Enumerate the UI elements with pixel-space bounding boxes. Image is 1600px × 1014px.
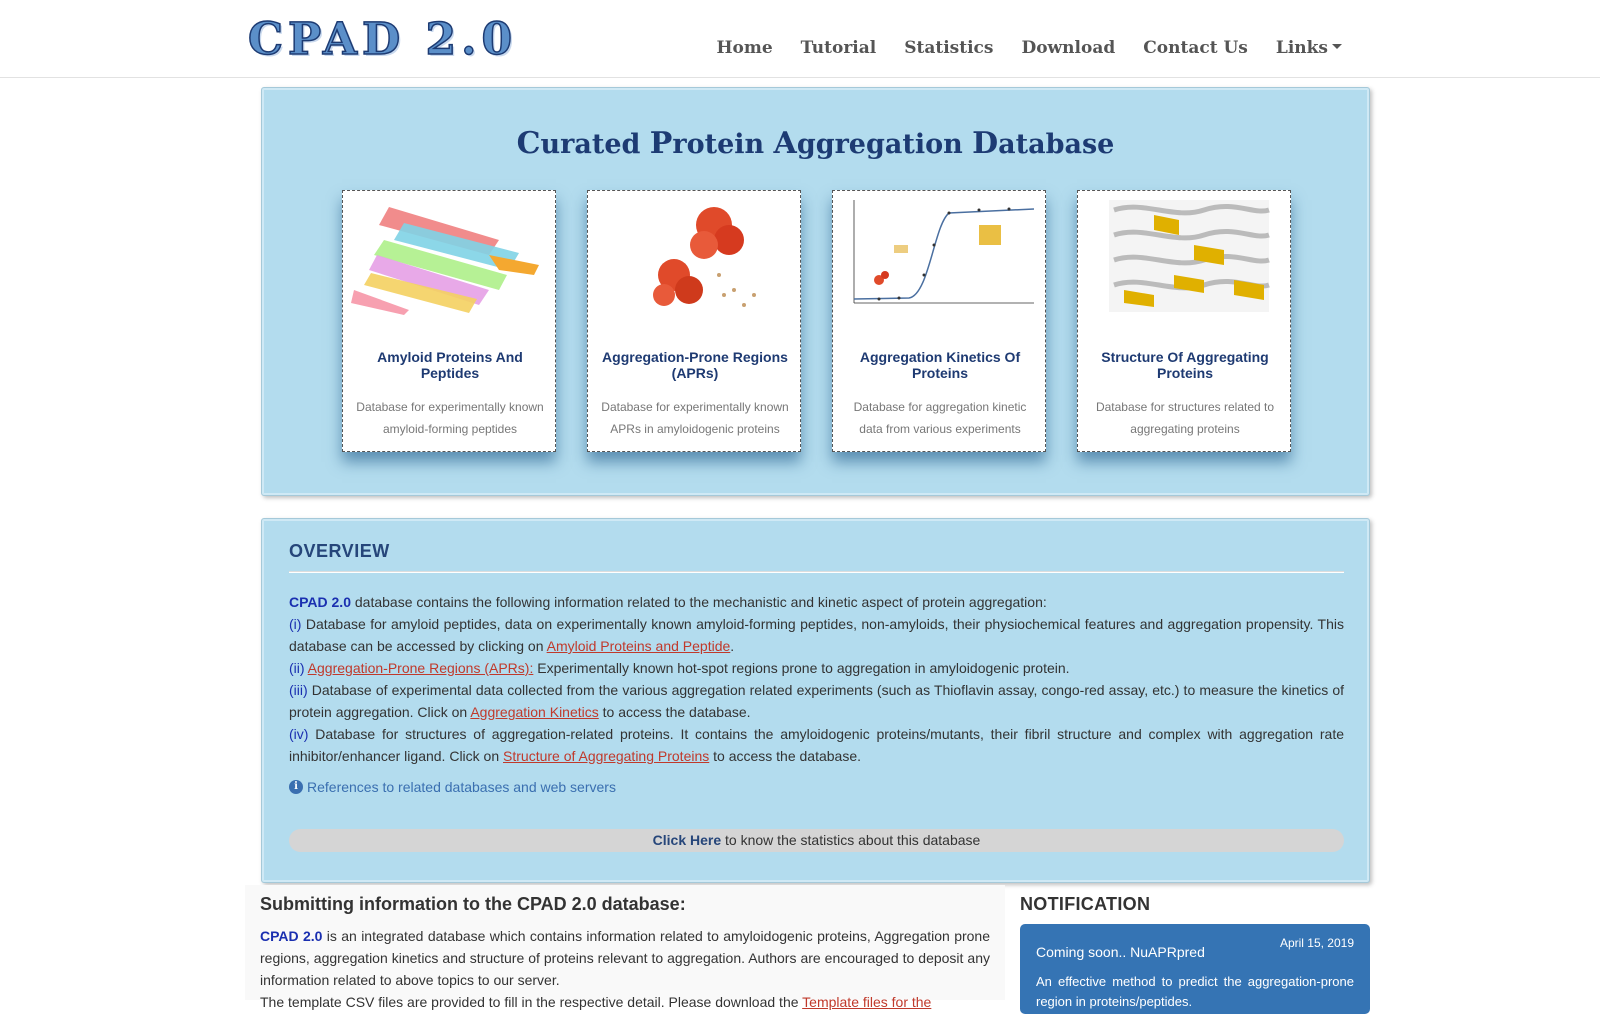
item-number: (iv) (289, 726, 309, 742)
structure-link[interactable]: Structure of Aggregating Proteins (503, 748, 710, 764)
title-initial-a: A (773, 126, 797, 161)
item-end: to access the database. (598, 704, 751, 720)
card-title: Aggregation Kinetics Of Proteins (859, 349, 1021, 381)
submit-section (245, 885, 1005, 1010)
card-desc: Database for experimentally known APRs in amyloidogenic proteins (601, 400, 789, 436)
overview-intro (289, 591, 1344, 613)
notification-date: April 15, 2019 (1279, 936, 1354, 950)
card-aggregation-kinetics[interactable] (832, 190, 1046, 452)
cpad-strong: CPAD 2.0 (289, 594, 351, 610)
card-desc: Database for aggregation kinetic data from various experiments (853, 400, 1027, 436)
item-number: (i) (289, 616, 302, 632)
nav-contact-us[interactable]: Contact Us (1143, 38, 1248, 58)
statistics-click-here-link[interactable]: Click Here (652, 832, 722, 848)
amyloid-proteins-link[interactable]: Amyloid Proteins and Peptide (546, 638, 731, 654)
nav-links-dropdown[interactable] (1276, 38, 1342, 58)
cpad-logo[interactable]: CPAD 2.0 (248, 14, 518, 65)
notification-heading: NOTIFICATION (1020, 894, 1151, 914)
aprs-link[interactable]: Aggregation-Prone Regions (APRs): (307, 660, 534, 676)
overview-item-1 (289, 613, 1344, 657)
notification-card[interactable] (1020, 924, 1370, 1014)
overview-divider (289, 571, 1344, 572)
submit-body-2: The template CSV files are provided to fill in the respective detail. Please download the (260, 994, 803, 1010)
cpad-strong: CPAD 2.0 (260, 928, 323, 944)
card-title: Amyloid Proteins And Peptides (377, 349, 523, 381)
caret-down-icon (1332, 44, 1342, 49)
title-initial-d: D (972, 126, 999, 161)
nav-links-label: Links (1275, 38, 1328, 58)
protein-surface-image (594, 195, 794, 315)
notification-desc: An effective method to predict the aggregation-prone region in proteins/peptides. (1036, 974, 1354, 1009)
item-number: (iii) (289, 682, 308, 698)
statistics-bar (289, 829, 1344, 852)
overview-text (289, 591, 1344, 767)
overview-panel (261, 518, 1370, 883)
nav-home[interactable]: Home (716, 38, 773, 58)
main-nav (716, 38, 1342, 58)
title-initial-p: P (649, 126, 673, 161)
kinetics-curve-image (839, 195, 1039, 315)
item-end: . (730, 638, 735, 654)
hero-panel (261, 87, 1370, 496)
hero-title (262, 126, 1369, 161)
card-desc: Database for experimentally known amyloid-forming peptides (356, 400, 544, 436)
overview-item-3 (289, 679, 1344, 723)
aggregation-kinetics-link[interactable]: Aggregation Kinetics (470, 704, 599, 720)
nav-download[interactable]: Download (1021, 38, 1116, 58)
overview-item-2 (289, 657, 1344, 679)
title-word-protein: rotein (672, 129, 774, 160)
intro-text: database contains the following information related to the mechanistic and kinetic aspect of protein aggregation: (350, 594, 1047, 610)
item-text: Database for structures of aggregation-related proteins. It contains the amyloidogenic proteins/mutants, their fibril structure and complex with aggregation rate inhibitor/enhancer ligand. Click on (289, 726, 1344, 764)
overview-item-4 (289, 723, 1344, 767)
submit-body: is an integrated database which contains information related to amyloidogenic proteins, Aggregation prone regions, aggregation kinetics and structure of proteins relevant to aggregation. Authors are encouraged to deposit any information related to above topics to our server. (260, 928, 991, 988)
title-word-aggregation: ggregation (796, 129, 973, 160)
item-text: Database of experimental data collected from the various aggregation related experiments (such as Thioflavin assay, congo-red assay, etc.) to measure the kinetics of protein aggregation. Click on (289, 682, 1344, 720)
card-title: Structure Of Aggregating Proteins (1101, 349, 1269, 381)
nav-statistics[interactable]: Statistics (904, 38, 994, 58)
fibril-structure-image (1084, 195, 1284, 315)
card-amyloid-proteins[interactable] (342, 190, 556, 452)
submit-text (260, 925, 990, 1013)
item-number: (ii) (289, 660, 305, 676)
nav-tutorial[interactable]: Tutorial (800, 38, 877, 58)
overview-heading: OVERVIEW (289, 541, 390, 561)
item-end: to access the database. (709, 748, 862, 764)
title-initial-c: C (516, 126, 541, 161)
title-word-curated: urated (540, 129, 650, 160)
card-structure-aggregating-proteins[interactable] (1077, 190, 1291, 452)
item-text: Database for amyloid peptides, data on experimentally known amyloid-forming peptides, non-amyloids, their physiochemical features and aggregation propensity. This database can be accessed by clicking on (289, 616, 1344, 654)
notification-title: Coming soon.. NuAPRpred (1036, 944, 1205, 960)
top-header (0, 0, 1600, 78)
template-files-link[interactable]: Template files for the (802, 994, 932, 1010)
card-aggregation-prone-regions[interactable] (587, 190, 801, 452)
info-circle-icon: i (289, 780, 303, 794)
statistics-text: to know the statistics about this database (721, 832, 981, 848)
amyloid-ribbon-image (349, 195, 549, 315)
title-word-database: atabase (998, 129, 1115, 160)
card-desc: Database for structures related to aggregating proteins (1095, 400, 1275, 436)
item-text: Experimentally known hot-spot regions prone to aggregation in amyloidogenic protein. (533, 660, 1070, 676)
card-title: Aggregation-Prone Regions (APRs) (602, 349, 788, 381)
references-link[interactable] (289, 779, 616, 795)
submit-heading: Submitting information to the CPAD 2.0 database: (260, 894, 686, 914)
references-label: References to related databases and web servers (307, 779, 616, 795)
